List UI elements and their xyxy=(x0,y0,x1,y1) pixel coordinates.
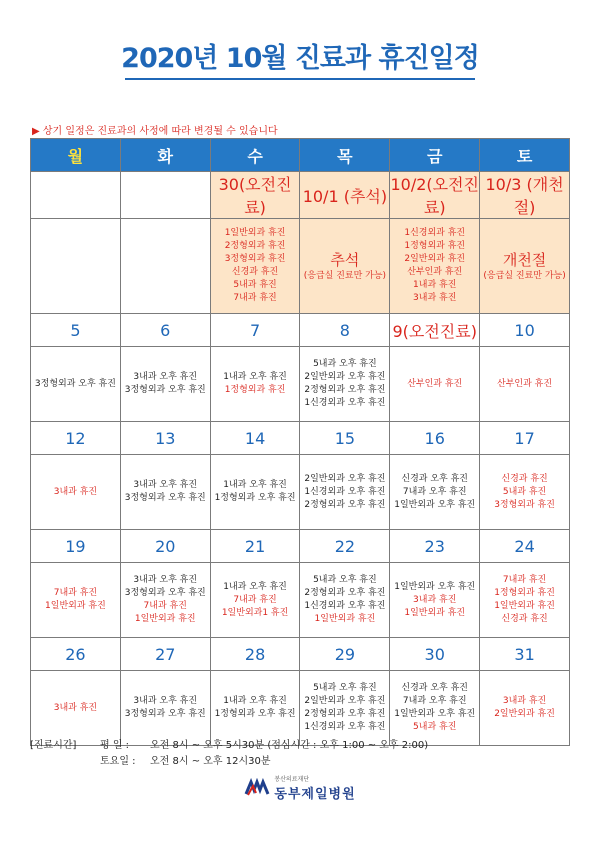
date-cell: 10/1 (추석) xyxy=(300,172,390,219)
closure-entry: 1일반외과 휴진 xyxy=(494,601,555,611)
date-cell: 27 xyxy=(120,638,210,671)
date-cell: 30 xyxy=(390,638,480,671)
weekday-label: 평 일 : xyxy=(100,740,130,751)
closure-entry: (응급실 진료만 가능) xyxy=(303,270,387,281)
closure-cell xyxy=(210,219,300,314)
date-cell xyxy=(120,172,210,219)
weekday-header: 월 xyxy=(31,139,121,172)
closure-row xyxy=(31,455,570,530)
closure-entry: 1일반외과 휴진 xyxy=(134,614,196,624)
date-row xyxy=(31,314,570,347)
closure-entry: 1신경외과 휴진 xyxy=(404,228,466,238)
closure-cell xyxy=(31,219,121,314)
date-cell: 15 xyxy=(300,422,390,455)
closure-entry: 1내과 오후 휴진 xyxy=(223,696,287,706)
date-cell: 29 xyxy=(300,638,390,671)
closure-entry: 3내과 휴진 xyxy=(53,702,98,713)
date-row xyxy=(31,530,570,563)
closure-cell xyxy=(31,563,121,638)
closure-entry: 3내과 오후 휴진 xyxy=(133,575,198,585)
closure-entry: 1일반외과 휴진 xyxy=(224,228,286,238)
closure-cell xyxy=(390,455,480,530)
closure-entry: 5내과 오후 휴진 xyxy=(313,683,377,693)
closure-entry: 1일반외과 오후 휴진 xyxy=(394,581,476,592)
closure-entry: 2정형외과 오후 휴진 xyxy=(304,709,386,719)
closure-entry: 1내과 오후 휴진 xyxy=(223,581,287,592)
date-cell: 14 xyxy=(210,422,300,455)
closure-entry: 3내과 휴진 xyxy=(413,293,457,303)
closure-entry: 개천절 xyxy=(502,250,547,269)
hours-label: [진료시간] xyxy=(30,740,77,751)
closure-entry: 7내과 휴진 xyxy=(143,601,187,611)
closure-entry: 3정형외과 오후 휴진 xyxy=(34,378,116,389)
closure-entry: 2일반외과 오후 휴진 xyxy=(304,696,386,706)
closure-entry: 2일반외과 오후 휴진 xyxy=(304,372,386,382)
date-cell: 30(오전진료) xyxy=(210,172,300,219)
closure-entry: 5내과 휴진 xyxy=(413,722,457,732)
closure-entry: 7내과 휴진 xyxy=(233,594,277,605)
closure-entry: 2일반외과 오후 휴진 xyxy=(304,473,386,484)
weekday-header: 토 xyxy=(480,139,570,172)
closure-row xyxy=(31,671,570,746)
closure-cell xyxy=(390,563,480,638)
closure-cell xyxy=(120,455,210,530)
date-cell: 5 xyxy=(31,314,121,347)
closure-entry: 1일반외과 휴진 xyxy=(404,607,466,618)
date-cell: 20 xyxy=(120,530,210,563)
closure-entry: 2정형외과 오후 휴진 xyxy=(304,385,386,395)
closure-entry: 2정형외과 오후 휴진 xyxy=(304,588,386,598)
closure-entry: 1내과 오후 휴진 xyxy=(223,480,287,490)
closure-cell xyxy=(120,347,210,422)
date-cell: 31 xyxy=(480,638,570,671)
closure-entry: 2일반외과 휴진 xyxy=(494,709,555,719)
weekday-header: 화 xyxy=(120,139,210,172)
closure-cell xyxy=(120,563,210,638)
weekday-header: 수 xyxy=(210,139,300,172)
closure-entry: 3내과 오후 휴진 xyxy=(133,372,198,382)
closure-cell xyxy=(390,219,480,314)
closure-entry: 5내과 오후 휴진 xyxy=(313,359,377,369)
closure-entry: 3정형외과 오후 휴진 xyxy=(124,385,206,395)
closure-cell xyxy=(31,671,121,746)
saturday-hours: 오전 8시 ~ 오후 12시30분 xyxy=(150,756,271,767)
date-cell: 10 xyxy=(480,314,570,347)
closure-cell xyxy=(480,671,570,746)
closure-row xyxy=(31,563,570,638)
closure-entry: 1일반외과 휴진 xyxy=(314,614,376,624)
closure-entry: 신경과 휴진 xyxy=(501,614,548,624)
closure-cell xyxy=(210,671,300,746)
closure-entry: 5내과 휴진 xyxy=(233,280,277,290)
closure-cell xyxy=(120,671,210,746)
closure-entry: 1신경외과 오후 휴진 xyxy=(304,601,386,611)
closure-entry: 3정형외과 휴진 xyxy=(224,254,286,264)
hospital-name: 동부제일병원 xyxy=(274,787,356,802)
closure-cell xyxy=(390,347,480,422)
closure-entry: 3내과 오후 휴진 xyxy=(133,696,198,706)
date-row xyxy=(31,638,570,671)
closure-cell xyxy=(120,219,210,314)
closure-cell xyxy=(300,219,390,314)
closure-entry: 신경과 오후 휴진 xyxy=(401,473,469,484)
closure-entry: 신경과 오후 휴진 xyxy=(401,683,469,693)
date-cell: 19 xyxy=(31,530,121,563)
closure-entry: 1정형외과 휴진 xyxy=(494,588,555,598)
closure-cell xyxy=(210,347,300,422)
clinic-hours xyxy=(30,738,428,770)
date-row xyxy=(31,172,570,219)
closure-entry: 1신경외과 오후 휴진 xyxy=(304,722,386,732)
closure-entry: 3정형외과 오후 휴진 xyxy=(124,493,206,503)
closure-entry: 5내과 휴진 xyxy=(502,486,547,497)
closure-entry: 7내과 휴진 xyxy=(53,588,98,598)
closure-cell xyxy=(390,671,480,746)
closure-cell xyxy=(300,671,390,746)
closure-entry: 1일반외과 오후 휴진 xyxy=(394,499,476,510)
closure-cell xyxy=(480,563,570,638)
closure-entry: 1정형외과 오후 휴진 xyxy=(214,709,296,719)
date-cell: 28 xyxy=(210,638,300,671)
closure-entry: 2일반외과 휴진 xyxy=(404,254,466,264)
weekday-header: 금 xyxy=(390,139,480,172)
closure-entry: 신경과 휴진 xyxy=(231,267,279,277)
closure-cell xyxy=(31,347,121,422)
date-cell: 8 xyxy=(300,314,390,347)
date-cell: 9(오전진료) xyxy=(390,314,480,347)
closure-entry: 3내과 휴진 xyxy=(413,594,457,605)
date-cell: 26 xyxy=(31,638,121,671)
closure-entry: 7내과 휴진 xyxy=(502,575,547,585)
closure-entry: 3내과 휴진 xyxy=(502,696,547,706)
date-cell: 12 xyxy=(31,422,121,455)
closure-entry: 1일반외과1 휴진 xyxy=(221,607,289,618)
schedule-calendar xyxy=(30,138,570,746)
date-cell xyxy=(31,172,121,219)
closure-entry: 1일반외과 오후 휴진 xyxy=(394,709,476,719)
closure-cell xyxy=(31,455,121,530)
closure-entry: 1정형외과 오후 휴진 xyxy=(214,493,296,503)
closure-entry: 산부인과 휴진 xyxy=(407,267,463,277)
closure-entry: 1정형외과 휴진 xyxy=(224,385,286,395)
closure-entry: 7내과 오후 휴진 xyxy=(402,486,467,497)
closure-entry: (응급실 진료만 가능) xyxy=(483,270,566,281)
closure-cell xyxy=(210,563,300,638)
closure-cell xyxy=(480,347,570,422)
date-cell: 23 xyxy=(390,530,480,563)
closure-entry: 1내과 오후 휴진 xyxy=(223,372,287,382)
closure-entry: 3내과 오후 휴진 xyxy=(133,480,198,490)
closure-cell xyxy=(480,455,570,530)
weekday-header-row xyxy=(31,139,570,172)
closure-entry: 산부인과 휴진 xyxy=(497,378,553,389)
weekday-hours: 오전 8시 ~ 오후 5시30분 (점심시간 : 오후 1:00 ~ 오후 2:00) xyxy=(150,740,429,751)
date-cell: 10/3 (개천절) xyxy=(480,172,570,219)
closure-cell xyxy=(300,455,390,530)
saturday-label: 토요일 : xyxy=(100,756,136,767)
date-cell: 13 xyxy=(120,422,210,455)
closure-entry: 3정형외과 휴진 xyxy=(494,499,555,510)
closure-entry: 1정형외과 휴진 xyxy=(404,241,466,251)
date-row xyxy=(31,422,570,455)
date-cell: 21 xyxy=(210,530,300,563)
closure-row xyxy=(31,347,570,422)
date-cell: 16 xyxy=(390,422,480,455)
title-underline xyxy=(125,78,475,80)
closure-entry: 산부인과 휴진 xyxy=(407,378,463,389)
date-cell: 22 xyxy=(300,530,390,563)
notice-text: ▶ 상기 일정은 진료과의 사정에 따라 변경될 수 있습니다 xyxy=(32,126,278,137)
closure-entry: 3정형외과 오후 휴진 xyxy=(124,709,206,719)
closure-entry: 2정형외과 휴진 xyxy=(224,241,286,251)
closure-cell xyxy=(300,563,390,638)
closure-entry: 5내과 오후 휴진 xyxy=(313,575,377,585)
closure-entry: 1신경외과 오후 휴진 xyxy=(304,398,386,408)
closure-entry: 신경과 휴진 xyxy=(501,473,548,484)
date-cell: 7 xyxy=(210,314,300,347)
hospital-logo-icon xyxy=(244,778,270,798)
weekday-header: 목 xyxy=(300,139,390,172)
closure-row xyxy=(31,219,570,314)
closure-entry: 1신경외과 오후 휴진 xyxy=(304,486,386,497)
closure-entry: 3내과 휴진 xyxy=(53,486,98,497)
closure-entry: 7내과 휴진 xyxy=(233,293,277,303)
closure-entry: 7내과 오후 휴진 xyxy=(402,696,467,706)
closure-entry: 3정형외과 오후 휴진 xyxy=(124,588,206,598)
date-cell: 17 xyxy=(480,422,570,455)
page-title: 2020년 10월 진료과 휴진일정 xyxy=(121,43,479,74)
closure-entry: 1내과 휴진 xyxy=(413,280,457,290)
date-cell: 10/2(오전진료) xyxy=(390,172,480,219)
closure-cell xyxy=(300,347,390,422)
hospital-footer xyxy=(0,774,600,802)
foundation-name: 봉산의료재단 xyxy=(274,776,310,783)
calendar-body xyxy=(31,172,570,746)
closure-entry: 1일반외과 휴진 xyxy=(45,601,106,611)
closure-entry: 추석 xyxy=(330,250,360,269)
closure-entry: 2정형외과 오후 휴진 xyxy=(304,499,386,510)
closure-cell xyxy=(210,455,300,530)
date-cell: 6 xyxy=(120,314,210,347)
date-cell: 24 xyxy=(480,530,570,563)
closure-cell xyxy=(480,219,570,314)
